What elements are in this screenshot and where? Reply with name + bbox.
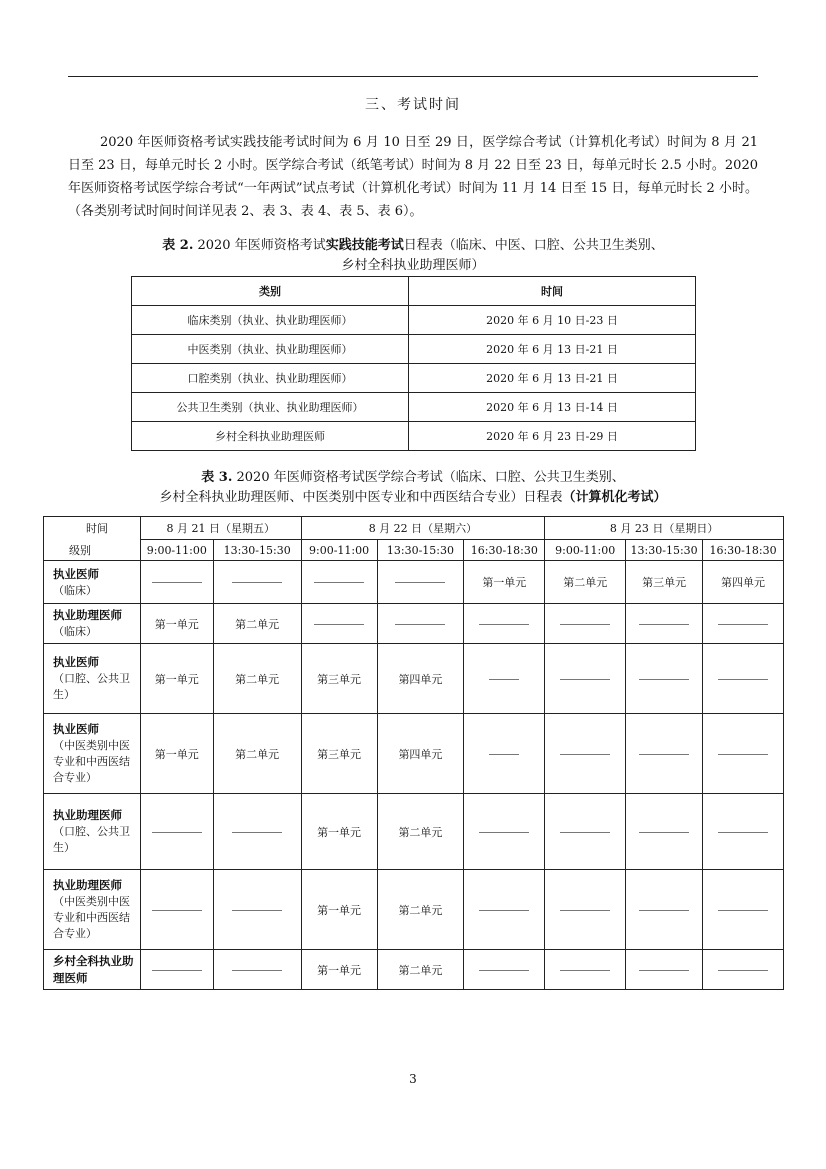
unit-cell: 第四单元 bbox=[703, 561, 784, 604]
corner-time-label: 时间 bbox=[44, 517, 141, 540]
dash-mark bbox=[479, 624, 529, 625]
empty-cell bbox=[545, 604, 626, 644]
dash-mark bbox=[639, 832, 689, 833]
unit-cell: 第一单元 bbox=[140, 604, 213, 644]
empty-cell bbox=[703, 714, 784, 794]
table-row bbox=[44, 561, 784, 604]
empty-cell bbox=[140, 950, 213, 990]
table-header-row bbox=[44, 517, 784, 540]
empty-cell bbox=[140, 870, 213, 950]
unit-cell: 第二单元 bbox=[213, 604, 301, 644]
empty-cell bbox=[301, 561, 377, 604]
unit-cell: 第一单元 bbox=[140, 644, 213, 714]
level-title: 执业医师 bbox=[53, 722, 99, 736]
category-cell: 公共卫生类别（执业、执业助理医师） bbox=[132, 393, 409, 422]
dash-mark bbox=[639, 754, 689, 755]
empty-cell bbox=[703, 644, 784, 714]
unit-cell: 第一单元 bbox=[140, 714, 213, 794]
table2-caption-line2: 乡村全科执业助理医师） bbox=[341, 258, 485, 273]
dash-mark bbox=[560, 754, 610, 755]
page-number: 3 bbox=[409, 1072, 417, 1086]
dash-mark bbox=[489, 679, 519, 680]
time-cell: 2020 年 6 月 13 日-14 日 bbox=[409, 393, 696, 422]
dash-mark bbox=[232, 970, 282, 971]
level-title: 执业助理医师 bbox=[53, 878, 122, 892]
time-slot-header: 13:30-15:30 bbox=[626, 540, 703, 561]
table-row bbox=[132, 393, 696, 422]
level-subtitle: （中医类别中医专业和中西医结合专业） bbox=[53, 739, 130, 784]
empty-cell bbox=[703, 950, 784, 990]
table-row bbox=[132, 422, 696, 451]
empty-cell bbox=[545, 714, 626, 794]
category-cell: 口腔类别（执业、执业助理医师） bbox=[132, 364, 409, 393]
empty-cell bbox=[626, 870, 703, 950]
dash-mark bbox=[479, 832, 529, 833]
day-header: 8 月 22 日（星期六） bbox=[301, 517, 545, 540]
table2-caption-prefix: 表 2. bbox=[162, 238, 194, 253]
time-slot-header: 13:30-15:30 bbox=[213, 540, 301, 561]
dash-mark bbox=[152, 582, 202, 583]
empty-cell bbox=[464, 950, 545, 990]
empty-cell bbox=[703, 604, 784, 644]
table2-caption-pre: 2020 年医师资格考试 bbox=[193, 238, 326, 253]
unit-cell: 第三单元 bbox=[626, 561, 703, 604]
dash-mark bbox=[718, 624, 768, 625]
time-slot-header: 16:30-18:30 bbox=[464, 540, 545, 561]
table3-caption-prefix: 表 3. bbox=[201, 470, 233, 485]
unit-cell: 第一单元 bbox=[464, 561, 545, 604]
level-cell bbox=[44, 794, 141, 870]
level-subtitle: （中医类别中医专业和中西医结合专业） bbox=[53, 895, 130, 940]
time-slot-header: 9:00-11:00 bbox=[301, 540, 377, 561]
time-cell: 2020 年 6 月 13 日-21 日 bbox=[409, 335, 696, 364]
table-row bbox=[132, 335, 696, 364]
unit-cell: 第一单元 bbox=[301, 870, 377, 950]
level-title: 执业助理医师 bbox=[53, 608, 122, 622]
corner-level-label: 级别 bbox=[44, 540, 141, 561]
time-slot-header: 9:00-11:00 bbox=[545, 540, 626, 561]
table3-caption-line2: 乡村全科执业助理医师、中医类别中医专业和中西医结合专业）日程表 bbox=[159, 490, 563, 505]
dash-mark bbox=[152, 832, 202, 833]
unit-cell: 第二单元 bbox=[213, 714, 301, 794]
unit-cell: 第二单元 bbox=[213, 644, 301, 714]
practical-exam-table bbox=[131, 276, 696, 451]
empty-cell bbox=[545, 644, 626, 714]
dash-mark bbox=[314, 624, 364, 625]
empty-cell bbox=[545, 870, 626, 950]
dash-mark bbox=[639, 910, 689, 911]
dash-mark bbox=[232, 910, 282, 911]
level-subtitle: （临床） bbox=[53, 583, 97, 597]
table2-caption-post: 日程表（临床、中医、口腔、公共卫生类别、 bbox=[403, 238, 664, 253]
unit-cell: 第一单元 bbox=[301, 794, 377, 870]
dash-mark bbox=[639, 624, 689, 625]
time-cell: 2020 年 6 月 10 日-23 日 bbox=[409, 306, 696, 335]
unit-cell: 第三单元 bbox=[301, 644, 377, 714]
dash-mark bbox=[718, 910, 768, 911]
dash-mark bbox=[395, 624, 445, 625]
table-header-row bbox=[44, 540, 784, 561]
dash-mark bbox=[560, 624, 610, 625]
dash-mark bbox=[718, 970, 768, 971]
time-cell: 2020 年 6 月 23 日-29 日 bbox=[409, 422, 696, 451]
empty-cell bbox=[464, 644, 545, 714]
table-row bbox=[44, 644, 784, 714]
table2-caption-bold: 实践技能考试 bbox=[325, 238, 404, 253]
table-header-row bbox=[132, 277, 696, 306]
dash-mark bbox=[560, 970, 610, 971]
day-header: 8 月 21 日（星期五） bbox=[140, 517, 301, 540]
empty-cell bbox=[213, 561, 301, 604]
computer-exam-table bbox=[43, 516, 784, 990]
dash-mark bbox=[395, 582, 445, 583]
empty-cell bbox=[213, 950, 301, 990]
empty-cell bbox=[301, 604, 377, 644]
level-title: 执业医师 bbox=[53, 566, 99, 581]
section-heading: 三、考试时间 bbox=[365, 97, 461, 113]
unit-cell: 第二单元 bbox=[377, 870, 464, 950]
unit-cell: 第二单元 bbox=[545, 561, 626, 604]
header-rule bbox=[68, 76, 758, 77]
dash-mark bbox=[560, 910, 610, 911]
level-subtitle: （口腔、公共卫生） bbox=[53, 825, 130, 854]
day-header: 8 月 23 日（星期日） bbox=[545, 517, 784, 540]
level-cell bbox=[44, 870, 141, 950]
empty-cell bbox=[626, 714, 703, 794]
category-cell: 乡村全科执业助理医师 bbox=[132, 422, 409, 451]
level-subtitle: （临床） bbox=[53, 625, 97, 638]
unit-cell: 第一单元 bbox=[301, 950, 377, 990]
dash-mark bbox=[639, 970, 689, 971]
level-title: 执业医师 bbox=[53, 655, 99, 669]
level-cell bbox=[44, 950, 141, 990]
table-row bbox=[44, 870, 784, 950]
category-cell: 临床类别（执业、执业助理医师） bbox=[132, 306, 409, 335]
category-cell: 中医类别（执业、执业助理医师） bbox=[132, 335, 409, 364]
dash-mark bbox=[152, 970, 202, 971]
dash-mark bbox=[560, 679, 610, 680]
level-subtitle: （口腔、公共卫生） bbox=[53, 672, 130, 701]
dash-mark bbox=[314, 582, 364, 583]
dash-mark bbox=[479, 970, 529, 971]
table-row bbox=[132, 306, 696, 335]
level-title: 乡村全科执业助理医师 bbox=[53, 953, 134, 985]
empty-cell bbox=[545, 950, 626, 990]
level-title: 执业助理医师 bbox=[53, 808, 122, 822]
empty-cell bbox=[464, 714, 545, 794]
unit-cell: 第二单元 bbox=[377, 794, 464, 870]
table-row bbox=[44, 794, 784, 870]
empty-cell bbox=[140, 561, 213, 604]
time-slot-header: 9:00-11:00 bbox=[140, 540, 213, 561]
dash-mark bbox=[489, 754, 519, 755]
dash-mark bbox=[479, 910, 529, 911]
empty-cell bbox=[464, 604, 545, 644]
empty-cell bbox=[545, 794, 626, 870]
level-cell bbox=[44, 561, 141, 604]
unit-cell: 第二单元 bbox=[377, 950, 464, 990]
empty-cell bbox=[213, 794, 301, 870]
empty-cell bbox=[626, 604, 703, 644]
time-slot-header: 13:30-15:30 bbox=[377, 540, 464, 561]
column-header-category: 类别 bbox=[132, 277, 409, 306]
unit-cell: 第三单元 bbox=[301, 714, 377, 794]
empty-cell bbox=[377, 604, 464, 644]
empty-cell bbox=[626, 950, 703, 990]
empty-cell bbox=[703, 794, 784, 870]
dash-mark bbox=[560, 832, 610, 833]
empty-cell bbox=[703, 870, 784, 950]
table-row bbox=[44, 604, 784, 644]
table3-caption-bold: （计算机化考试） bbox=[562, 490, 667, 505]
dash-mark bbox=[152, 910, 202, 911]
paragraph-text: 2020 年医师资格考试实践技能考试时间为 6 月 10 日至 29 日，医学综合考试（计算机化考试）时间为 8 月 21 日至 23 日，每单元时长 2 小时。医学综合考试（纸笔考试）时间为 8 月 22 日至 23 日，每单元时长 2.5 小时。2020 年医师资格考试医学综合考试“一年两试”试点考试（计算机化考试）时间为 11 月 14 日至 15 日，每单元时长 2 小时。（各类别考试时间时间详见表 2、表 3、表 4、表 5、表 6）。 bbox=[68, 135, 758, 219]
table3-caption bbox=[0, 468, 826, 508]
table-row bbox=[44, 714, 784, 794]
table2-caption bbox=[0, 236, 826, 276]
table-row bbox=[132, 364, 696, 393]
level-cell bbox=[44, 644, 141, 714]
time-cell: 2020 年 6 月 13 日-21 日 bbox=[409, 364, 696, 393]
dash-mark bbox=[718, 754, 768, 755]
table-row bbox=[44, 950, 784, 990]
dash-mark bbox=[232, 582, 282, 583]
unit-cell: 第四单元 bbox=[377, 644, 464, 714]
time-slot-header: 16:30-18:30 bbox=[703, 540, 784, 561]
intro-paragraph bbox=[68, 131, 758, 223]
table3-caption-line1: 2020 年医师资格考试医学综合考试（临床、口腔、公共卫生类别、 bbox=[232, 470, 625, 485]
dash-mark bbox=[718, 832, 768, 833]
empty-cell bbox=[626, 794, 703, 870]
dash-mark bbox=[232, 832, 282, 833]
empty-cell bbox=[626, 644, 703, 714]
column-header-time: 时间 bbox=[409, 277, 696, 306]
empty-cell bbox=[377, 561, 464, 604]
unit-cell: 第四单元 bbox=[377, 714, 464, 794]
empty-cell bbox=[140, 794, 213, 870]
empty-cell bbox=[213, 870, 301, 950]
dash-mark bbox=[639, 679, 689, 680]
dash-mark bbox=[718, 679, 768, 680]
empty-cell bbox=[464, 794, 545, 870]
level-cell bbox=[44, 604, 141, 644]
empty-cell bbox=[464, 870, 545, 950]
level-cell bbox=[44, 714, 141, 794]
